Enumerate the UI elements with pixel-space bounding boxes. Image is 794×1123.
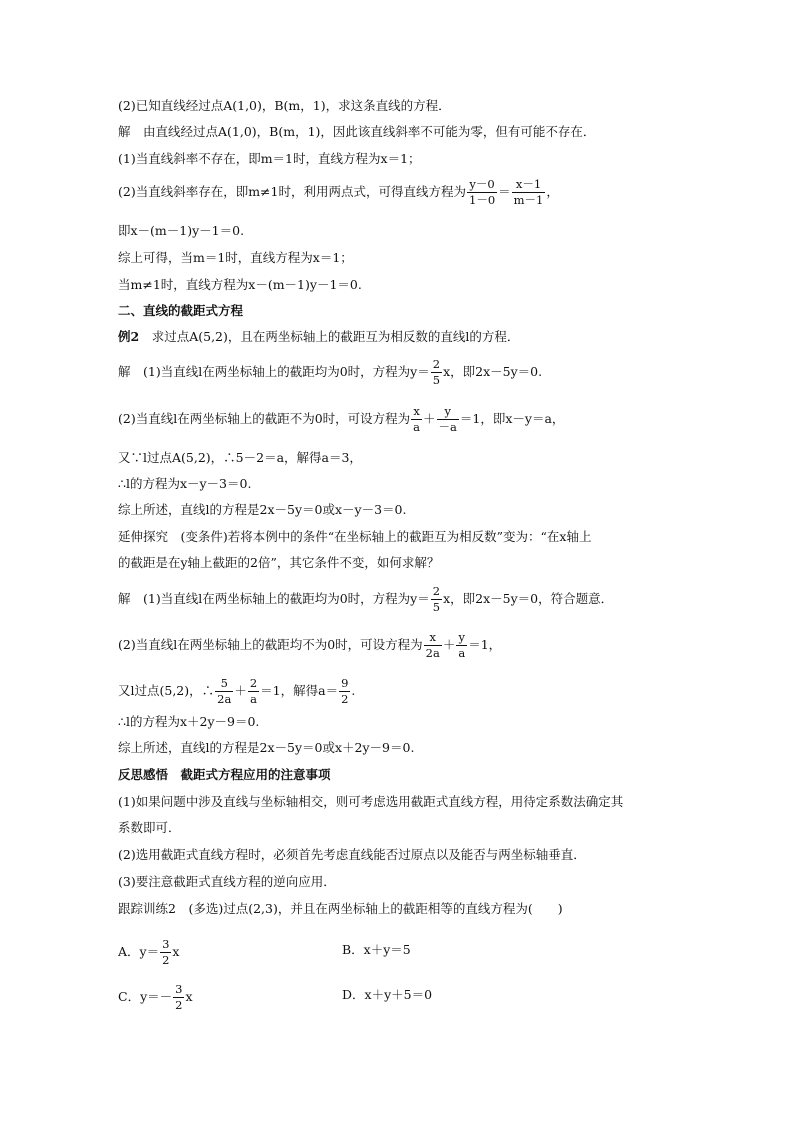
step-text: x，即2x－5y＝0.	[443, 364, 543, 380]
fraction	[339, 677, 350, 706]
option-text: C．y＝－	[118, 989, 173, 1005]
fraction-numerator: x	[411, 405, 422, 420]
extension-line2: 的截距是在y轴上截距的2倍”，其它条件不变，如何求解？	[118, 555, 440, 570]
fraction-numerator: 9	[339, 677, 350, 692]
example2-summary: 综上所述，直线l的方程是2x－5y＝0或x－y－3＝0.	[118, 502, 407, 517]
extension-step4: ∴l的方程为x＋2y－9＝0.	[118, 714, 260, 729]
fraction-denominator: a	[458, 646, 466, 661]
step-text: x，即2x－5y＝0，符合题意．	[443, 591, 614, 607]
solution1-summary1: 综上可得，当m＝1时，直线方程为x＝1；	[118, 250, 353, 265]
reflection-point1-line1: (1)如果问题中涉及直线与坐标轴相交，则可考虑选用截距式直线方程，用待定系数法确定其	[118, 794, 624, 809]
step-text: .	[351, 683, 356, 699]
fraction-denominator: a	[413, 420, 421, 435]
fraction-denominator: 2	[162, 953, 170, 968]
option-a	[118, 938, 179, 967]
fraction	[424, 631, 442, 660]
solution1-simplified: 即x－(m－1)y－1＝0.	[118, 223, 245, 238]
fraction-denominator: a	[250, 692, 257, 707]
fraction-numerator: x	[424, 631, 442, 646]
fraction-numerator: x－1	[512, 178, 546, 193]
fraction-numerator: 2	[431, 585, 442, 600]
option-b: B．x＋y＝5	[342, 942, 411, 957]
example2-step4: ∴l的方程为x－y－3＝0.	[118, 476, 252, 491]
plus-sign: ＋	[234, 683, 247, 699]
equals-sign: ＝	[498, 184, 511, 200]
fraction-numerator: y	[437, 405, 459, 420]
fraction	[456, 631, 467, 660]
fraction	[411, 405, 422, 434]
fraction	[437, 405, 459, 434]
extension-step2	[118, 631, 501, 660]
solution1-case1: (1)当直线斜率不存在，即m＝1时，直线方程为x＝1；	[118, 151, 421, 166]
fraction	[160, 938, 171, 967]
option-text: A．y＝	[118, 944, 160, 960]
section-title: 二、直线的截距式方程	[118, 303, 244, 318]
fraction-denominator: m－1	[513, 193, 544, 208]
fraction-denominator: 2a	[425, 646, 440, 661]
reflection-point3: (3)要注意截距式直线方程的逆向应用．	[118, 874, 336, 889]
fraction	[173, 983, 184, 1012]
fraction-denominator: 2	[341, 692, 349, 707]
exercise2-question: 跟踪训练2 (多选)过点(2,3)，并且在两坐标轴上的截距相等的直线方程为( )	[118, 901, 563, 916]
example2-step2	[118, 405, 564, 434]
solution1-intro: 解 由直线经过点A(1,0)，B(m，1)，因此该直线斜率不可能为零，但有可能不存在．	[118, 124, 596, 139]
extension-step3	[118, 677, 355, 706]
fraction-denominator: －a	[438, 420, 457, 435]
fraction-denominator: 2a	[217, 692, 232, 707]
extension-summary: 综上所述，直线l的方程是2x－5y＝0或x＋2y－9＝0.	[118, 740, 415, 755]
example2-step3: 又∵l过点A(5,2)，∴5－2＝a，解得a＝3，	[118, 450, 362, 465]
example2-step1	[118, 358, 542, 387]
fraction-denominator: 5	[432, 373, 441, 388]
fraction-denominator: 2	[175, 998, 183, 1013]
example-text: 求过点A(5,2)，且在两坐标轴上的截距互为相反数的直线l的方程．	[151, 329, 520, 344]
case2-suffix: ，	[546, 184, 559, 200]
fraction	[431, 585, 442, 614]
part2-question: (2)已知直线经过点A(1,0)，B(m，1)，求这条直线的方程．	[118, 98, 451, 113]
extension-step1	[118, 585, 613, 614]
reflection-point1-line2: 系数即可．	[118, 820, 181, 835]
fraction-denominator: 5	[432, 600, 441, 615]
step-text: (2)当直线l在两坐标轴上的截距均不为0时，可设方程为	[118, 637, 423, 653]
solution1-case2	[118, 178, 559, 207]
fraction-numerator: y－0	[467, 178, 497, 193]
step-text: ＝1，	[468, 637, 502, 653]
example2-question	[118, 331, 519, 344]
step-text: (2)当直线l在两坐标轴上的截距不为0时，可设方程为	[118, 411, 411, 427]
fraction-numerator: 3	[173, 983, 184, 998]
step-text: ＝1，即x－y＝a，	[459, 411, 565, 427]
option-text: x	[185, 989, 193, 1005]
fraction	[215, 677, 233, 706]
option-text: x	[172, 944, 180, 960]
option-c	[118, 983, 193, 1012]
fraction-numerator: y	[456, 631, 467, 646]
solution1-summary2: 当m≠1时，直线方程为x－(m－1)y－1＝0.	[118, 277, 362, 292]
reflection-point2: (2)选用截距式直线方程时，必须首先考虑直线能否过原点以及能否与两坐标轴垂直．	[118, 847, 586, 862]
fraction-numerator: 2	[431, 358, 442, 373]
extension-line1: 延伸探究 (变条件)若将本例中的条件“在坐标轴上的截距互为相反数”变为：“在x轴上	[118, 529, 592, 544]
step-text: ＝1，解得a＝	[260, 683, 339, 699]
fraction-numerator: 5	[215, 677, 233, 692]
fraction	[248, 677, 259, 706]
fraction-x-over	[512, 178, 546, 207]
fraction-denominator: 1－0	[469, 193, 496, 208]
example-label: 例2	[118, 329, 140, 344]
fraction	[431, 358, 442, 387]
step-text: 解 (1)当直线l在两坐标轴上的截距均为0时，方程为y＝	[118, 364, 430, 380]
step-text: 解 (1)当直线l在两坐标轴上的截距均为0时，方程为y＝	[118, 591, 430, 607]
plus-sign: ＋	[442, 637, 456, 653]
option-d: D．x＋y＋5＝0	[342, 987, 433, 1002]
case2-prefix: (2)当直线斜率存在，即m≠1时，利用两点式，可得直线方程为	[118, 184, 466, 200]
plus-sign: ＋	[423, 411, 436, 427]
step-text: 又l过点(5,2)，∴	[118, 683, 215, 699]
reflection-title: 反思感悟 截距式方程应用的注意事项	[118, 767, 331, 782]
fraction-numerator: 3	[160, 938, 171, 953]
fraction-numerator: 2	[248, 677, 259, 692]
fraction-y-over	[467, 178, 497, 207]
